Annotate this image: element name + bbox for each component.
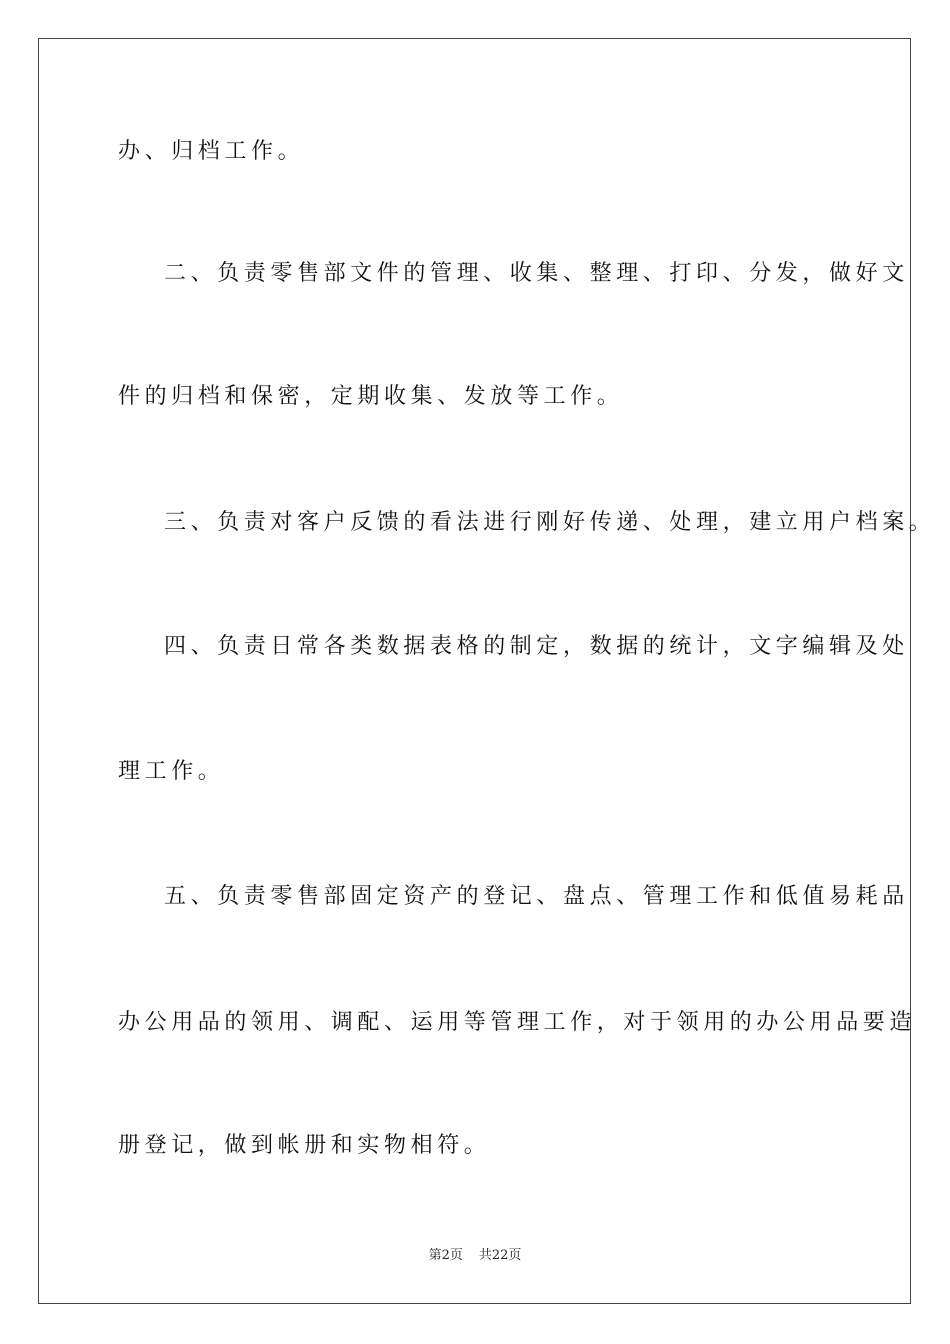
text-line-9: 册登记，做到帐册和实物相符。 <box>118 1133 491 1158</box>
text-line-2: 二、负责零售部文件的管理、收集、整理、打印、分发，做好文 <box>164 261 909 286</box>
text-line-3: 件的归档和保密，定期收集、发放等工作。 <box>118 384 624 409</box>
total-pages: 共22页 <box>478 1248 522 1263</box>
text-line-8: 办公用品的领用、调配、运用等管理工作，对于领用的办公用品要造 <box>118 1010 917 1035</box>
text-line-6: 理工作。 <box>118 759 225 784</box>
page-footer <box>0 1247 950 1265</box>
page-number: 第2页 <box>428 1248 463 1263</box>
text-line-7: 五、负责零售部固定资产的登记、盘点、管理工作和低值易耗品 <box>164 884 909 909</box>
text-line-4: 三、负责对客户反馈的看法进行刚好传递、处理，建立用户档案。 <box>164 510 936 535</box>
page-border <box>38 38 911 1304</box>
text-line-5: 四、负责日常各类数据表格的制定，数据的统计，文字编辑及处 <box>164 634 909 659</box>
text-line-1: 办、归档工作。 <box>118 139 305 164</box>
